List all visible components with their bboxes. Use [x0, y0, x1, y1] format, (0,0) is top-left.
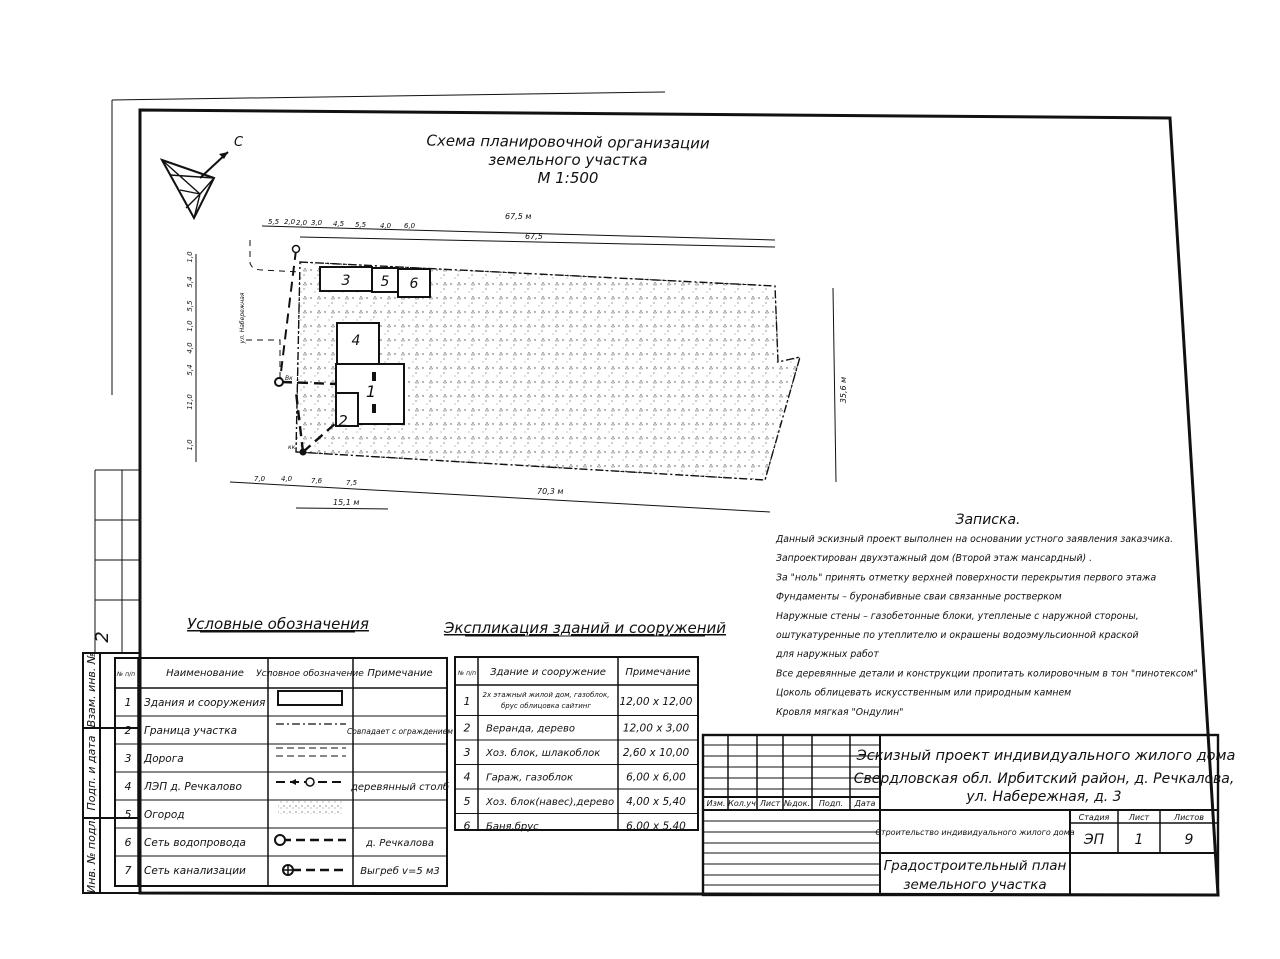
- svg-text:6,0: 6,0: [404, 222, 416, 230]
- svg-text:4,0: 4,0: [380, 222, 392, 230]
- stamp-replace-label: Взам. инв. №: [85, 652, 98, 728]
- water-well-icon: [275, 378, 283, 386]
- svg-text:5: 5: [380, 274, 390, 290]
- expl-row-size: 4,00 х 5,40: [626, 796, 686, 809]
- notes-line: Фундаменты – буронабивные сваи связанные ростверком: [776, 591, 1062, 603]
- legend-row-name: Огород: [144, 809, 185, 821]
- stamp-sign-label: Подп. и дата: [85, 735, 98, 811]
- building-4: [337, 323, 379, 365]
- legend-row-number: 6: [124, 836, 132, 849]
- legend-row-note: д. Речкалова: [365, 838, 435, 849]
- expl-row-name: 2х этажный жилой дом, газоблок,: [482, 691, 610, 699]
- top-total-label: 67,5 м: [505, 212, 532, 221]
- notes-line: для наружных работ: [776, 649, 879, 661]
- legend-row-number: 2: [124, 724, 132, 737]
- legend-row-number: 4: [124, 780, 132, 793]
- svg-text:1,0: 1,0: [186, 251, 194, 263]
- location-line-1: Свердловская обл. Ирбитский район, д. Речкалова,: [853, 771, 1235, 787]
- svg-text:2,0: 2,0: [296, 219, 308, 227]
- sheet-value: 1: [1134, 832, 1144, 848]
- svg-text:5,4: 5,4: [186, 364, 194, 376]
- svg-text:2: 2: [338, 412, 348, 430]
- project-name: Эскизный проект индивидуального жилого дома: [856, 748, 1236, 764]
- notes-title: Записка.: [955, 512, 1021, 528]
- power-pole-icon: [293, 246, 300, 253]
- expl-row-number: 6: [463, 819, 471, 833]
- svg-text:3: 3: [341, 273, 351, 289]
- expl-row-name: Баня,брус: [486, 821, 539, 833]
- vk-label: Вк: [285, 375, 293, 382]
- legend-row-name: Граница участка: [144, 725, 238, 737]
- stage-header: Стадия: [1078, 813, 1110, 822]
- sheet-header: Лист: [1128, 813, 1150, 822]
- notes-line: Наружные стены – газобетонные блоки, утепленые с наружной стороны,: [776, 610, 1139, 622]
- legend-symbol-garden: [278, 800, 342, 814]
- svg-text:5,5: 5,5: [268, 218, 280, 226]
- expl-row-size: 12,00 х 3,00: [622, 722, 690, 735]
- svg-text:5,5: 5,5: [355, 221, 367, 229]
- svg-text:4,0: 4,0: [186, 342, 194, 354]
- legend-row-name: Сеть канализации: [144, 865, 246, 877]
- title-scale: М 1:500: [537, 169, 599, 187]
- sheets-value: 9: [1184, 832, 1194, 848]
- explication-row: [464, 795, 687, 808]
- svg-text:1,0: 1,0: [186, 439, 194, 451]
- building-5: [372, 268, 398, 292]
- expl-row-name: Гараж, газоблок: [486, 772, 574, 784]
- expl-row-number: 3: [463, 746, 471, 760]
- north-label: С: [234, 135, 244, 150]
- legend-row-name: ЛЭП д. Речкалово: [144, 781, 242, 793]
- legend-row-note: деревянный столб: [350, 782, 450, 793]
- legend-header-name: Наименование: [166, 668, 244, 679]
- right-height-label: 35,6 м: [839, 376, 848, 404]
- drawing-name-2: земельного участка: [903, 877, 1047, 893]
- expl-header-note: Примечание: [625, 667, 691, 678]
- svg-text:6: 6: [409, 276, 419, 292]
- notes-line: За "ноль" принять отметку верхней поверхности перекрытия первого этажа: [776, 572, 1157, 584]
- expl-header-n: № п/п: [457, 670, 477, 677]
- expl-row-name-2: брус облицовка сайтинг: [500, 702, 592, 710]
- notes-line: Кровля мягкая "Ондулин": [776, 706, 904, 718]
- notes-line: Данный эскизный проект выполнен на основании устного заявления заказчика.: [776, 534, 1174, 545]
- svg-text:4,5: 4,5: [333, 220, 345, 228]
- legend-row-name: Здания и сооружения: [144, 697, 266, 709]
- stamp-inv-label: Инв. № подл.: [85, 817, 98, 893]
- svg-text:5,4: 5,4: [186, 276, 194, 288]
- kk-label: кк: [288, 444, 296, 451]
- bottom-sub-label: 15,1 м: [333, 498, 360, 507]
- svg-text:4,0: 4,0: [281, 475, 293, 483]
- explication-row: [464, 746, 690, 759]
- svg-text:5,5: 5,5: [186, 300, 194, 312]
- expl-row-number: 2: [463, 721, 471, 735]
- expl-row-number: 1: [463, 694, 471, 708]
- drawing-name-1: Градостроительный план: [883, 858, 1067, 874]
- svg-text:7,0: 7,0: [254, 475, 266, 483]
- notes-line: Запроектирован двухэтажный дом (Второй этаж мансардный) .: [776, 553, 1093, 565]
- notes-line: Цоколь облицевать искусственным или природным камнем: [776, 687, 1072, 699]
- bottom-total-label: 70,3 м: [537, 487, 564, 496]
- legend-row-name: Дорога: [144, 753, 184, 765]
- building-2: [336, 393, 358, 430]
- explication-title: Экспликация зданий и сооружений: [443, 619, 727, 637]
- notes-line: оштукатуренные по утеплителю и окрашены водоэмульсионной краской: [776, 630, 1139, 641]
- stage-value: ЭП: [1083, 832, 1105, 848]
- expl-row-size: 12,00 х 12,00: [619, 695, 693, 708]
- expl-header-name: Здание и сооружение: [490, 667, 606, 678]
- svg-text:1,0: 1,0: [186, 320, 194, 332]
- svg-text:4: 4: [351, 333, 361, 349]
- legend-row-number: 5: [124, 808, 132, 821]
- expl-row-size: 6,00 х 6,00: [626, 771, 686, 784]
- building-3: [320, 267, 372, 291]
- expl-row-size: 6,00 х 5,40: [626, 820, 686, 833]
- street-label: ул. Набережная: [239, 292, 246, 344]
- septic-icon: [300, 449, 307, 456]
- title-line-1: Схема планировочной организации: [426, 131, 710, 153]
- top-inner-label: 67,5: [525, 232, 543, 241]
- svg-text:Изм.: Изм.: [706, 799, 726, 808]
- legend-row-name: Сеть водопровода: [144, 837, 246, 849]
- legend-header-symbol: Условное обозначение: [256, 669, 364, 679]
- notes-line: Все деревянные детали и конструкции пропитать колировочным в тон "пинотексом": [776, 668, 1198, 680]
- legend-row-note: Выгреб v=5 м3: [360, 866, 440, 877]
- svg-text:11,0: 11,0: [186, 394, 194, 410]
- legend-row-number: 7: [124, 864, 132, 877]
- svg-text:Дата: Дата: [854, 799, 876, 808]
- expl-row-name: Хоз. блок(навес),дерево: [486, 797, 615, 809]
- legend-row-note: Совпадает с ограждением: [347, 727, 453, 736]
- svg-text:Подп.: Подп.: [818, 799, 844, 808]
- building-6: [398, 269, 430, 297]
- legend-row-number: 1: [124, 696, 132, 709]
- legend-title: Условные обозначения: [187, 615, 369, 633]
- expl-row-name: Хоз. блок, шлакоблок: [486, 748, 601, 760]
- title-line-2: земельного участка: [488, 151, 648, 169]
- svg-text:7,6: 7,6: [311, 477, 323, 485]
- svg-text:7,5: 7,5: [346, 479, 358, 487]
- svg-text:№док.: №док.: [783, 799, 811, 808]
- legend-header-n: № п/п: [116, 671, 136, 678]
- location-line-2: ул. Набережная, д. 3: [966, 789, 1122, 805]
- legend-row: [125, 696, 266, 709]
- expl-row-number: 4: [463, 770, 471, 784]
- svg-text:3,0: 3,0: [311, 219, 323, 227]
- stamp-mark: 2: [92, 631, 113, 643]
- legend-row-number: 3: [124, 752, 132, 765]
- legend-header-note: Примечание: [367, 668, 433, 679]
- expl-row-name: Веранда, дерево: [486, 723, 576, 735]
- svg-text:2,0: 2,0: [284, 218, 296, 226]
- svg-text:1: 1: [365, 382, 377, 401]
- svg-text:Кол.уч: Кол.уч: [728, 799, 756, 808]
- construction-label: Строительство индивидуального жилого дома: [875, 828, 1075, 837]
- expl-row-number: 5: [463, 795, 471, 809]
- svg-text:Лист: Лист: [759, 799, 781, 808]
- expl-row-size: 2,60 х 10,00: [622, 747, 690, 760]
- sheets-header: Листов: [1174, 813, 1204, 822]
